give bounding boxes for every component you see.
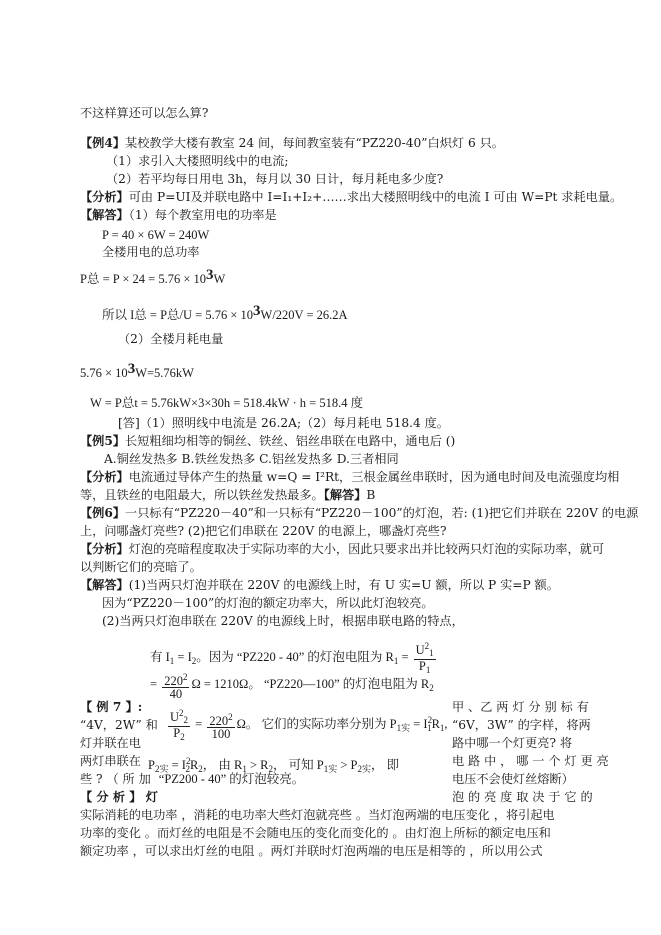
analysis-5: 【分析】电流通过导体产生的热量 w=Q = I²Rt，三根金属丝串联时，因为通电时间及电流强度均相 [80, 470, 620, 484]
example-tag: 【例4】 [80, 136, 126, 150]
example-6: 【例6】一只标有“PZ220－40”和一只标有“PZ220－100”的灯泡，若: (1)把它们并联在 220V 的电源 [80, 506, 639, 520]
math-line: P总 = P × 24 = 5.76 × 103W [80, 267, 226, 286]
math-line: 所以 I总 = P总/U = 5.76 × 103W/220V = 26.2A [102, 303, 348, 322]
text-line: 些 ? （ 所 加 “PZ200 - 40” 的灯泡较亮。 [80, 772, 305, 786]
example-7-tag: 【 例 7 】: [80, 700, 143, 714]
text-line: 实际消耗的电功率 ，消耗的电功率大些灯泡就亮些 。当灯泡两端的电压变化 ，将引起电 [80, 808, 555, 822]
options-5: A.铜丝发热多 B.铁丝发热多 C.铝丝发热多 D.三者相同 [104, 452, 399, 466]
example-4: 【例4】某校教学大楼有教室 24 间，每间教室装有“PZ220-40”白炽灯 6 只。 [80, 136, 504, 150]
text-line: 两灯串联在 [80, 754, 141, 768]
analysis-6: 【分析】灯泡的亮暗程度取决于实际功率的大小，因此只要求出并比较两只灯泡的实际功率，就可 [80, 542, 605, 556]
formula-3: $\frac{U^2_2}{P_2}$ = $\frac{220^2}{100}$ Ω。 它们的实际功率分别为 $P_{1实} = I^2_1R_1$, [170, 708, 448, 743]
example-7-right: 甲 、乙 两 灯 分 别 标 有 [452, 700, 589, 714]
analysis-4: 【分析】可由 P=UI及并联电路中 I=I₁+I₂+……求出大楼照明线中的电流 I 可由 W=Pt 求耗电量。 [80, 190, 623, 204]
text-line: 以判断它们的亮暗了。 [80, 560, 202, 574]
text-line: （2）全楼月耗电量 [118, 332, 224, 346]
example-7-right: 电压不会使灯丝熔断） [452, 772, 574, 786]
example-7-right: “6V，3W” 的字样，将两 [452, 718, 591, 732]
example-7-right: 路中哪一个灯更亮? 将 [452, 736, 573, 750]
answer-4: [答]（1）照明线中电流是 26.2A;（2）每月耗电 518.4 度。 [118, 416, 449, 430]
text-line: 功率的变化 。而灯丝的电阻是不会随电压的变化而变化的 。由灯泡上所标的额定电压和 [80, 826, 551, 840]
text-line: 不这样算还可以怎么算? [80, 106, 209, 120]
analysis-5-cont: 等，且铁丝的电阻最大，所以铁丝发热最多。【解答】B [80, 488, 376, 502]
text-line: 灯并联在电 [80, 736, 141, 750]
solution-6: 【解答】(1)当两只灯泡并联在 220V 的电源线上时，有 U 实=U 额，所以 P 实=P 额。 [80, 578, 559, 592]
math-line: W = P总t = 5.76kW×3×30h = 518.4kW · h = 518.4 度 [90, 396, 364, 410]
formula-2: = $\frac{220^2}{40}$ Ω = 1210Ω。 “PZ220—100” 的灯泡电阻为 $R_2$ [150, 671, 434, 701]
formula-4: $P_{2实} = I^2_2R_2$， 由 $R_1 > R_2$， 可知 $P_{1实} > P_{2实}$， 即 [148, 756, 400, 774]
text-line: “4V，2W” 和 [80, 718, 158, 732]
text-line: 上，问哪盏灯亮些? (2)把它们串联在 220V 的电源上，哪盏灯亮些? [80, 524, 447, 538]
text-line: (2)当两只灯泡串联在 220V 的电源线上时，根据串联电路的特点， [102, 614, 464, 628]
formula-1: 有 $I_1 = I_2$。因为 “PZ220 - 40” 的灯泡电阻为 $R_1$ = $\frac{U^2_1}{P_1}$ [150, 641, 434, 675]
analysis-7-right: 泡 的 亮 度 取 决 于 它 的 [452, 790, 593, 804]
text-line: （1）求引入大楼照明线中的电流; [106, 154, 289, 168]
math-line: P = 40 × 6W = 240W [102, 228, 210, 242]
example-7-right: 电 路 中 ， 哪 一 个 灯 更 亮 [452, 754, 609, 768]
text-line: （2）若平均每日用电 3h，每月以 30 日计，每月耗电多少度? [106, 172, 444, 186]
solution-4: 【解答】（1）每个教室用电的功率是 [80, 208, 277, 222]
text-line: 因为“PZ220－100”的灯泡的额定功率大，所以此灯泡较亮。 [102, 596, 434, 610]
example-5: 【例5】长短粗细均相等的铜丝、铁丝、铝丝串联在电路中，通电后 () [80, 434, 456, 448]
text-line: 全楼用电的总功率 [102, 245, 200, 259]
analysis-7: 【 分 析 】 灯 [80, 790, 158, 804]
text-line: 额定功率 ，可以求出灯丝的电阻 。两灯并联时灯泡两端的电压是相等的 ，所以用公式 [80, 844, 543, 858]
math-line: 5.76 × 103W=5.76kW [80, 361, 194, 380]
